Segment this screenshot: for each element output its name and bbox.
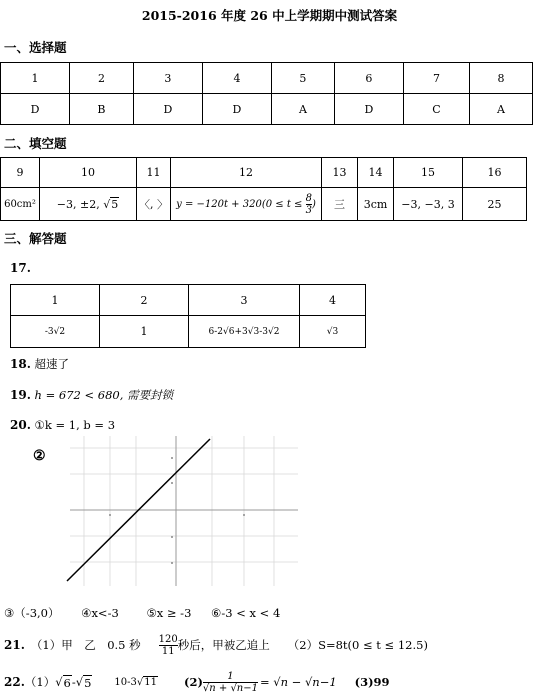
fill-answer-table (0, 157, 527, 221)
choice-num: 8 (470, 63, 533, 94)
q17-label: 17. (10, 261, 31, 275)
choice-answer: D (202, 94, 271, 125)
page-title: 2015-2016 年度 26 中上学期期中测试答案 (141, 8, 398, 23)
radicand: 5 (111, 197, 119, 211)
q17-num: 2 (100, 285, 189, 316)
fill-answer (40, 188, 137, 221)
section-fill-heading: 二、填空题 (4, 136, 67, 151)
fraction-numerator: 1 (203, 671, 258, 683)
choice-num: 3 (133, 63, 202, 94)
q17-answer: √3 (300, 316, 366, 348)
q18 (10, 356, 69, 372)
fill-num: 10 (40, 158, 137, 188)
fill-answer: 60cm² (1, 188, 40, 221)
fill-num: 12 (171, 158, 322, 188)
fill-answer-12-text: y = −120t + 320(0 ≤ t ≤ (176, 198, 303, 210)
tick-mark (243, 514, 245, 516)
choice-answer: D (1, 94, 70, 125)
tick-mark (171, 482, 173, 484)
q17-answer: 6-2√6+3√3-3√2 (189, 316, 300, 348)
fraction-numerator: 8 (305, 192, 312, 204)
choice-num: 7 (403, 63, 469, 94)
radicand: 11 (144, 676, 157, 688)
q22 (4, 667, 390, 697)
q20-part2-label: ② (33, 448, 46, 464)
choice-answer: C (403, 94, 469, 125)
q20-part6: ⑥-3 < x < 4 (211, 606, 281, 620)
fill-num: 16 (463, 158, 527, 188)
q20-part3: ③（-3,0） (4, 606, 60, 620)
q20-label: 20. (10, 418, 31, 432)
fraction-denominator: 3 (305, 204, 312, 216)
q20-line-graph (62, 436, 298, 586)
q18-answer: 超速了 (34, 357, 70, 371)
sqrt-sign: √ (103, 197, 111, 211)
q20-part1: ①k = 1, b = 3 (34, 418, 116, 432)
q21-part1: （1）甲 乙 0.5 秒 (30, 638, 141, 652)
q20-other-parts (4, 605, 280, 621)
q21-part1-after: 秒后，甲被乙追上 (177, 638, 270, 652)
q21 (4, 631, 428, 659)
choice-num: 6 (334, 63, 403, 94)
fill-answer-12-close: ) (311, 198, 316, 210)
q19-answer: h = 672 < 680, 需要封锁 (34, 388, 174, 402)
choice-num: 1 (1, 63, 70, 94)
choice-answer-table (0, 62, 533, 125)
q21-part2: （2）S=8t(0 ≤ t ≤ 12.5) (287, 638, 428, 652)
q17-num: 4 (300, 285, 366, 316)
fill-answer: 〈, 〉 (137, 188, 171, 221)
q19-label: 19. (10, 388, 31, 402)
fill-answer (171, 188, 322, 221)
fill-answer: 25 (463, 188, 527, 221)
sqrt-sign: √ (136, 676, 144, 688)
choice-num: 5 (271, 63, 334, 94)
q17-answer: -3√2 (11, 316, 100, 348)
fill-num: 13 (322, 158, 358, 188)
fill-num: 15 (394, 158, 463, 188)
q17-num: 1 (11, 285, 100, 316)
q19 (10, 387, 173, 403)
tick-mark (109, 514, 111, 516)
q22-p2-post: = √n − √n−1 (260, 675, 337, 689)
q18-label: 18. (10, 357, 31, 371)
section-solve-heading: 三、解答题 (4, 231, 67, 246)
choice-answer: A (271, 94, 334, 125)
q22-label: 22. (4, 675, 25, 689)
fraction-denominator: √n + √n−1 (202, 682, 258, 694)
fill-answer: 三 (322, 188, 358, 221)
choice-answer: D (133, 94, 202, 125)
fill-num: 11 (137, 158, 171, 188)
q22-p3: (3)99 (354, 675, 390, 689)
q20-part4: ④x<-3 (81, 606, 119, 620)
q22-p2-pre: (2) (184, 675, 203, 689)
q21-fraction (159, 634, 178, 657)
sqrt-sign: √ (55, 675, 63, 689)
choice-answer: B (70, 94, 134, 125)
section-choice-heading: 一、选择题 (4, 40, 67, 55)
fill-answer: 3cm (358, 188, 394, 221)
sqrt-sign: √ (75, 675, 84, 689)
fraction-numerator: 120 (158, 633, 178, 645)
fraction-denominator: 11 (161, 645, 175, 657)
graph-grid (70, 436, 298, 586)
fill-answer: −3, −3, 3 (394, 188, 463, 221)
q17-num: 3 (189, 285, 300, 316)
fill-num: 14 (358, 158, 394, 188)
q22-p1-b-text: 10-3 (114, 676, 137, 688)
tick-mark (171, 536, 173, 538)
q17-table (10, 284, 366, 348)
q22-fraction (203, 671, 258, 694)
q22-p1-minus: - (71, 675, 76, 689)
choice-num: 4 (202, 63, 271, 94)
q22-p1-pre: （1） (24, 675, 56, 689)
q20 (10, 418, 115, 432)
choice-answer: A (470, 94, 533, 125)
q21-label: 21. (4, 638, 25, 652)
fill-answer-10-text: −3, ±2, (56, 197, 104, 211)
tick-mark (171, 457, 173, 459)
q17-answer: 1 (100, 316, 189, 348)
choice-answer: D (334, 94, 403, 125)
choice-num: 2 (70, 63, 134, 94)
radicand: 5 (84, 675, 92, 690)
q20-part5: ⑤x ≥ -3 (146, 606, 192, 620)
tick-mark (171, 562, 173, 564)
radicand: 6 (63, 675, 71, 690)
q22-p1-b (114, 677, 158, 688)
fill-num: 9 (1, 158, 40, 188)
